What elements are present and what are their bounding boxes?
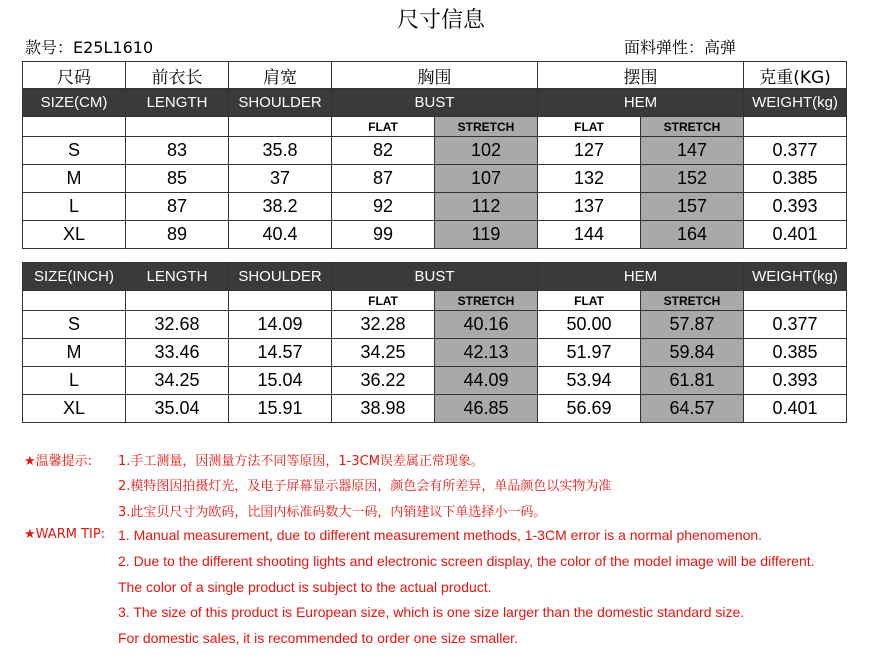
table-cell-shoulder: 38.2 <box>229 193 332 221</box>
table-row <box>23 165 847 193</box>
table-cell-bust-stretch: 40.16 <box>435 311 538 339</box>
subheader-bust-flat: FLAT <box>332 291 435 311</box>
table-cell-length: 89 <box>126 221 229 249</box>
header-cell-hem: HEM <box>538 89 744 117</box>
subheader-hem-stretch: STRETCH <box>641 291 744 311</box>
table-cell-bust-stretch: 119 <box>435 221 538 249</box>
fabric-elasticity-info <box>624 38 736 58</box>
table-cell-hem-flat: 51.97 <box>538 339 641 367</box>
subheader-hem-flat: FLAT <box>538 291 641 311</box>
note-line-cn: 3.此宝贝尺寸为欧码，比国内标准码数大一码，内销建议下单选择小一码。 <box>118 505 547 520</box>
table-cell-bust-stretch: 42.13 <box>435 339 538 367</box>
subheader-empty <box>744 291 847 311</box>
header-cell-hem-cn: 摆围 <box>538 62 744 89</box>
table-cell-weight: 0.377 <box>744 311 847 339</box>
table-header-cn <box>23 62 847 89</box>
table-cell-hem-stretch: 147 <box>641 137 744 165</box>
table-header-en <box>23 89 847 117</box>
size-table-inch <box>22 262 847 423</box>
header-cell-bust-cn: 胸围 <box>332 62 538 89</box>
subheader-empty <box>229 291 332 311</box>
table-cell-weight: 0.401 <box>744 395 847 423</box>
subheader-empty <box>229 117 332 137</box>
table-cell-hem-flat: 132 <box>538 165 641 193</box>
table-cell-hem-stretch: 61.81 <box>641 367 744 395</box>
table-cell-size: XL <box>23 395 126 423</box>
style-number-value: E25L1610 <box>73 38 154 57</box>
table-cell-bust-stretch: 44.09 <box>435 367 538 395</box>
table-cell-shoulder: 15.91 <box>229 395 332 423</box>
table-cell-weight: 0.401 <box>744 221 847 249</box>
table-cell-size: XL <box>23 221 126 249</box>
table-cell-bust-flat: 82 <box>332 137 435 165</box>
table-cell-hem-stretch: 152 <box>641 165 744 193</box>
table-cell-bust-flat: 92 <box>332 193 435 221</box>
table-cell-size: M <box>23 339 126 367</box>
table-header-en <box>23 263 847 291</box>
table-cell-weight: 0.377 <box>744 137 847 165</box>
table-cell-length: 83 <box>126 137 229 165</box>
table-cell-shoulder: 14.09 <box>229 311 332 339</box>
table-cell-length: 35.04 <box>126 395 229 423</box>
header-cell-bust: BUST <box>332 89 538 117</box>
table-cell-bust-stretch: 46.85 <box>435 395 538 423</box>
table-cell-shoulder: 35.8 <box>229 137 332 165</box>
table-cell-shoulder: 14.57 <box>229 339 332 367</box>
subheader-bust-stretch: STRETCH <box>435 291 538 311</box>
table-subheader <box>23 291 847 311</box>
subheader-empty <box>23 117 126 137</box>
header-cell-size-cn: 尺码 <box>23 62 126 89</box>
table-cell-bust-stretch: 107 <box>435 165 538 193</box>
table-cell-hem-stretch: 157 <box>641 193 744 221</box>
subheader-bust-flat: FLAT <box>332 117 435 137</box>
table-cell-length: 85 <box>126 165 229 193</box>
table-row <box>23 367 847 395</box>
header-cell-weight: WEIGHT(kg) <box>744 89 847 117</box>
subheader-empty <box>126 291 229 311</box>
table-cell-length: 33.46 <box>126 339 229 367</box>
table-cell-weight: 0.385 <box>744 339 847 367</box>
header-cell-shoulder-cn: 肩宽 <box>229 62 332 89</box>
note-line-en: For domestic sales, it is recommended to order one size smaller. <box>118 630 518 646</box>
table-cell-hem-flat: 127 <box>538 137 641 165</box>
subheader-empty <box>744 117 847 137</box>
table-cell-hem-flat: 56.69 <box>538 395 641 423</box>
table-cell-bust-flat: 38.98 <box>332 395 435 423</box>
table-cell-bust-flat: 99 <box>332 221 435 249</box>
table-cell-length: 32.68 <box>126 311 229 339</box>
elasticity-value: 高弹 <box>704 38 737 57</box>
subheader-bust-stretch: STRETCH <box>435 117 538 137</box>
table-row <box>23 193 847 221</box>
size-table-cm <box>22 61 847 249</box>
table-cell-hem-flat: 137 <box>538 193 641 221</box>
table-cell-size: L <box>23 367 126 395</box>
table-cell-shoulder: 15.04 <box>229 367 332 395</box>
table-cell-hem-stretch: 164 <box>641 221 744 249</box>
header-cell-length: LENGTH <box>126 263 229 291</box>
subheader-hem-flat: FLAT <box>538 117 641 137</box>
table-cell-size: L <box>23 193 126 221</box>
header-cell-shoulder: SHOULDER <box>229 263 332 291</box>
table-cell-hem-flat: 53.94 <box>538 367 641 395</box>
subheader-empty <box>23 291 126 311</box>
header-cell-length-cn: 前衣长 <box>126 62 229 89</box>
note-line-cn: 1.手工测量，因测量方法不同等原因，1-3CM误差属正常现象。 <box>118 454 484 469</box>
table-cell-bust-flat: 36.22 <box>332 367 435 395</box>
style-number-info <box>25 38 153 58</box>
table-row <box>23 339 847 367</box>
table-row <box>23 137 847 165</box>
table-row <box>23 221 847 249</box>
table-cell-shoulder: 37 <box>229 165 332 193</box>
table-cell-shoulder: 40.4 <box>229 221 332 249</box>
style-number-label: 款号： <box>25 38 74 57</box>
table-cell-size: S <box>23 137 126 165</box>
table-cell-length: 34.25 <box>126 367 229 395</box>
subheader-empty <box>126 117 229 137</box>
table-cell-hem-flat: 50.00 <box>538 311 641 339</box>
note-line-cn: 2.模特图因拍摄灯光，及电子屏幕显示器原因，颜色会有所差异，单品颜色以实物为准 <box>118 479 612 494</box>
table-cell-bust-flat: 87 <box>332 165 435 193</box>
header-cell-size: SIZE(INCH) <box>23 263 126 291</box>
note-line-en: 3. The size of this product is European size, which is one size larger than the domestic standard size. <box>118 604 745 620</box>
note-line-en: The color of a single product is subject to the actual product. <box>118 579 492 595</box>
warm-tip-label-cn: ★温馨提示: <box>24 454 93 469</box>
table-cell-weight: 0.393 <box>744 367 847 395</box>
table-subheader <box>23 117 847 137</box>
header-cell-shoulder: SHOULDER <box>229 89 332 117</box>
header-cell-bust: BUST <box>332 263 538 291</box>
subheader-hem-stretch: STRETCH <box>641 117 744 137</box>
header-cell-length: LENGTH <box>126 89 229 117</box>
note-line-en: 1. Manual measurement, due to different measurement methods, 1-3CM error is a normal phenomenon. <box>118 527 763 543</box>
note-line-en: 2. Due to the different shooting lights and electronic screen display, the color of the model image will be different. <box>118 553 815 569</box>
table-cell-bust-stretch: 112 <box>435 193 538 221</box>
elasticity-label: 面料弹性： <box>624 38 705 57</box>
warm-tip-label-en: ★WARM TIP: <box>24 527 106 542</box>
header-cell-hem: HEM <box>538 263 744 291</box>
table-cell-weight: 0.393 <box>744 193 847 221</box>
table-cell-hem-stretch: 57.87 <box>641 311 744 339</box>
header-cell-weight-cn: 克重(KG) <box>744 62 847 89</box>
table-cell-weight: 0.385 <box>744 165 847 193</box>
table-cell-length: 87 <box>126 193 229 221</box>
table-cell-hem-stretch: 64.57 <box>641 395 744 423</box>
table-cell-hem-stretch: 59.84 <box>641 339 744 367</box>
table-cell-hem-flat: 144 <box>538 221 641 249</box>
table-cell-size: M <box>23 165 126 193</box>
table-cell-bust-flat: 32.28 <box>332 311 435 339</box>
header-cell-weight: WEIGHT(kg) <box>744 263 847 291</box>
table-cell-bust-stretch: 102 <box>435 137 538 165</box>
page-title: 尺寸信息 <box>396 8 485 33</box>
table-cell-size: S <box>23 311 126 339</box>
table-cell-bust-flat: 34.25 <box>332 339 435 367</box>
table-row <box>23 395 847 423</box>
header-cell-size: SIZE(CM) <box>23 89 126 117</box>
table-row <box>23 311 847 339</box>
